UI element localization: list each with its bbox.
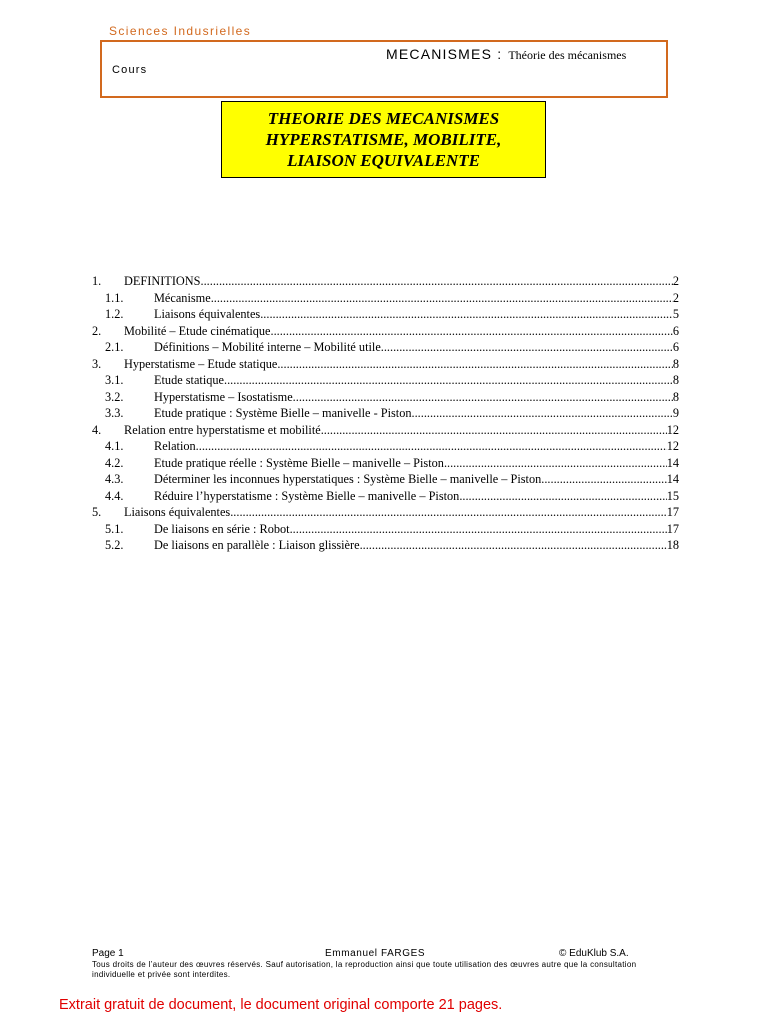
toc-entry-number: 4.4. xyxy=(105,488,124,503)
toc-entry[interactable] xyxy=(92,290,679,307)
footer-page-number: Page 1 xyxy=(92,948,124,959)
header-top-label: Sciences Indusrielles xyxy=(109,24,252,38)
toc-entry[interactable] xyxy=(92,405,679,422)
toc-entry-number: 4.1. xyxy=(105,439,124,453)
toc-entry-title: Réduire l’hyperstatisme : Système Bielle – manivelle – Piston xyxy=(154,488,460,503)
document-title-line-3: LIAISON EQUIVALENTE xyxy=(287,151,480,170)
toc-entry[interactable] xyxy=(92,537,679,554)
toc-entry-title: Définitions – Mobilité interne – Mobilité utile xyxy=(154,340,381,354)
toc-entry[interactable] xyxy=(92,521,679,538)
toc-dot-leader xyxy=(204,273,673,290)
toc-entry-title: Liaisons équivalentes xyxy=(154,307,261,321)
toc-entry-page: 6 xyxy=(672,323,679,338)
toc-dot-leader xyxy=(360,537,667,554)
toc-entry-number: 5.1. xyxy=(105,521,124,536)
toc-dot-leader xyxy=(444,455,667,472)
footer-author: Emmanuel FARGES xyxy=(325,948,426,959)
toc-entry-page: 6 xyxy=(672,340,679,354)
toc-entry-page: 12 xyxy=(666,422,679,437)
toc-entry-title: Hyperstatisme – Etude statique xyxy=(124,356,278,371)
toc-dot-leader xyxy=(541,471,666,488)
toc-entry-page: 14 xyxy=(666,472,679,486)
toc-entry[interactable] xyxy=(92,471,679,488)
toc-entry-number: 3.2. xyxy=(105,389,124,404)
toc-entry[interactable] xyxy=(92,504,679,521)
toc-entry-page: 17 xyxy=(666,505,679,519)
toc-dot-leader xyxy=(293,389,673,406)
toc-entry[interactable] xyxy=(92,455,679,472)
toc-entry-page: 8 xyxy=(672,373,679,387)
toc-dot-leader xyxy=(211,290,673,307)
toc-entry-page: 9 xyxy=(672,406,679,420)
document-title-line-2: HYPERSTATISME, MOBILITE, xyxy=(265,130,502,149)
toc-entry-number: 5. xyxy=(92,505,102,519)
toc-entry-title: DEFINITIONS. xyxy=(124,274,204,288)
table-of-contents xyxy=(92,273,679,554)
page-footer xyxy=(92,947,670,980)
toc-entry[interactable] xyxy=(92,488,679,505)
toc-entry[interactable] xyxy=(92,273,679,290)
toc-entry-title: Relation entre hyperstatisme et mobilité xyxy=(124,422,321,437)
toc-entry-number: 2.1. xyxy=(105,340,124,354)
document-title-box xyxy=(221,101,546,178)
toc-entry-number: 4.2. xyxy=(105,455,124,470)
toc-entry-title: Relation xyxy=(154,439,196,453)
toc-entry[interactable] xyxy=(92,306,679,323)
header-subtitle: Théorie des mécanismes xyxy=(508,48,627,62)
header-title: MECANISMES : xyxy=(386,46,503,62)
toc-entry-page: 15 xyxy=(666,488,679,503)
toc-entry-number: 5.2. xyxy=(105,538,124,552)
toc-entry-number: 3. xyxy=(92,356,102,371)
toc-entry[interactable] xyxy=(92,422,679,439)
toc-entry-page: 8 xyxy=(672,389,679,404)
toc-entry-title: Déterminer les inconnues hyperstatiques : Système Bielle – manivelle – Piston xyxy=(154,472,542,486)
toc-entry-title: Hyperstatisme – Isostatisme xyxy=(154,389,293,404)
toc-entry-number: 3.1. xyxy=(105,373,124,387)
toc-entry[interactable] xyxy=(92,356,679,373)
toc-entry-title: De liaisons en série : Robot xyxy=(154,521,290,536)
toc-entry-page: 5 xyxy=(672,307,679,321)
toc-entry-page: 18 xyxy=(666,538,679,552)
toc-dot-leader xyxy=(271,323,673,340)
toc-entry-number: 3.3. xyxy=(105,406,124,420)
toc-entry[interactable] xyxy=(92,339,679,356)
footer-legal-notice: Tous droits de l’auteur des œuvres réservés. Sauf autorisation, la reproduction ainsi que toute utilisation des œuvres autre que la consultation individuelle et privée sont interdites. xyxy=(92,960,637,979)
toc-entry-page: 8 xyxy=(672,356,679,371)
toc-entry-title: Etude pratique : Système Bielle – manivelle - Piston xyxy=(154,406,412,420)
toc-entry-number: 1. xyxy=(92,274,102,288)
toc-entry-title: De liaisons en parallèle : Liaison glissière xyxy=(154,538,360,552)
toc-entry-page: 14 xyxy=(666,455,679,470)
header-course-type: Cours xyxy=(112,64,148,76)
toc-entry[interactable] xyxy=(92,438,679,455)
toc-dot-leader xyxy=(224,372,673,389)
toc-dot-leader xyxy=(381,339,673,356)
header-main-title xyxy=(386,46,626,64)
toc-dot-leader xyxy=(459,488,666,505)
toc-entry-number: 4.3. xyxy=(105,472,124,486)
document-title-line-1: THEORIE DES MECANISMES xyxy=(267,109,500,128)
toc-entry-number: 1.2. xyxy=(105,307,124,321)
toc-entry-title: Mobilité – Etude cinématique xyxy=(124,323,271,338)
toc-dot-leader xyxy=(196,438,667,455)
toc-entry[interactable] xyxy=(92,389,679,406)
toc-entry[interactable] xyxy=(92,323,679,340)
toc-entry-title: Etude statique xyxy=(154,373,225,387)
toc-entry-page: 17 xyxy=(666,521,679,536)
toc-entry-number: 2. xyxy=(92,323,102,338)
toc-entry-title: Liaisons équivalentes xyxy=(124,505,231,519)
toc-entry-number: 1.1. xyxy=(105,290,124,305)
toc-entry-title: Mécanisme xyxy=(154,290,211,305)
footer-copyright: © EduKlub S.A. xyxy=(559,948,629,959)
toc-dot-leader xyxy=(290,521,667,538)
toc-entry[interactable] xyxy=(92,372,679,389)
toc-entry-page: 2 xyxy=(672,290,679,305)
toc-entry-page: 2 xyxy=(672,274,679,288)
toc-dot-leader xyxy=(260,306,673,323)
toc-entry-title: Etude pratique réelle : Système Bielle – manivelle – Piston xyxy=(154,455,444,470)
toc-entry-page: 12 xyxy=(666,439,679,453)
toc-dot-leader xyxy=(412,405,673,422)
extract-notice: Extrait gratuit de document, le document original comporte 21 pages. xyxy=(59,997,503,1013)
toc-dot-leader xyxy=(230,504,666,521)
toc-dot-leader xyxy=(321,422,667,439)
toc-entry-number: 4. xyxy=(92,422,102,437)
toc-dot-leader xyxy=(277,356,673,373)
